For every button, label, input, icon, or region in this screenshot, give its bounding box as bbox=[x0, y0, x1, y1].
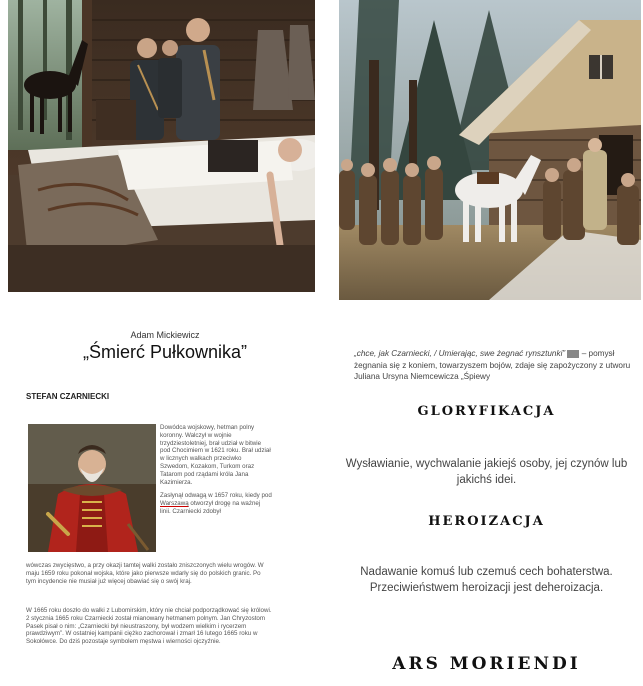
term-heroization: HEROIZACJA bbox=[428, 514, 545, 529]
portrait-svg bbox=[28, 424, 156, 552]
quote-italic-text: „chce, jak Czarniecki, / Umierając, swe żegnać rynsztunki” bbox=[354, 349, 566, 358]
quote-commentary: – pomysł żegnania się z koniem, towarzyszem bojów, zdaje się zapożyczony z utworu Juliana Ursyna Niemcewicza „Śpiewy bbox=[354, 349, 631, 381]
term-glorification: GLORYFIKACJA bbox=[417, 404, 556, 419]
biography-paragraph-1: Dowódca wojskowy, hetman polny koronny. Walczył w wojnie trzydziestoletniej, brał udział w bitwie pod Chocimiem w 1621 roku. Brał udział w licznych walkach przeciwko Szwedom, Kozakom, Turkom oraz Tatarom pod rządami króla Jana Kazimierza. bbox=[160, 424, 271, 486]
section-heading: STEFAN CZARNIECKI bbox=[26, 392, 110, 401]
biography-paragraph-2-rest: otworzył drogę na ważnej linii. Czarniecki zdobył bbox=[160, 500, 261, 515]
underlined-word: Warszawą bbox=[160, 500, 189, 508]
poem-quote-block bbox=[354, 348, 638, 383]
cottage-crowd-illustration bbox=[339, 0, 641, 300]
text-selection-marker bbox=[567, 350, 579, 358]
definition-heroization: Nadawanie komuś lub czemuś cech bohaterstwa. Przeciwieństwem heroizacji jest deheroizacja. bbox=[360, 566, 613, 594]
term-ars-moriendi: ARS MORIENDI bbox=[392, 654, 581, 674]
deathbed-scene-svg bbox=[8, 0, 315, 292]
deathbed-illustration bbox=[8, 0, 315, 292]
author-name: Adam Mickiewicz bbox=[130, 330, 200, 340]
biography-paragraph-4: W 1665 roku doszło do walki z Lubomirskim, który nie chciał podporządkować się królowi. 2 stycznia 1665 roku Czarniecki został mianowany hetmanem polnym. Jan Chryzostom Pasek pisał o nim: „Czarniecki był nieustraszony, był wodzem wielkim i rycerzem prawdziwym”. W ostatniej kampanii ciężko zachorował i zmarł 16 lutego 1665 roku w Sokołówce. Do dziś pozostaje symbolem męstwa i wierności ojczyźnie. bbox=[26, 607, 272, 646]
biography-paragraph-2 bbox=[160, 492, 272, 515]
czarniecki-portrait bbox=[28, 424, 156, 552]
poem-title: „Śmierć Pułkownika” bbox=[82, 342, 248, 362]
biography-side-column bbox=[160, 424, 272, 522]
biography-paragraph-3: wówczas zwycięstwo, a przy okazji tamtej walki zostało zniszczonych wielu wrogów. W maju 1659 roku pokonał wojska, które jako pierwsze wdarły się do polskich granic. Po tym incydencie nie musiał już więcej obawiać się o swój kraj. bbox=[26, 562, 264, 585]
biography-paragraph-2-start: Zasłynął odwagą w 1657 roku, kiedy pod bbox=[160, 492, 272, 500]
cottage-scene-svg bbox=[339, 0, 641, 300]
definition-glorification: Wysławianie, wychwalanie jakiejś osoby, jej czynów lub jakichś idei. bbox=[345, 458, 628, 486]
